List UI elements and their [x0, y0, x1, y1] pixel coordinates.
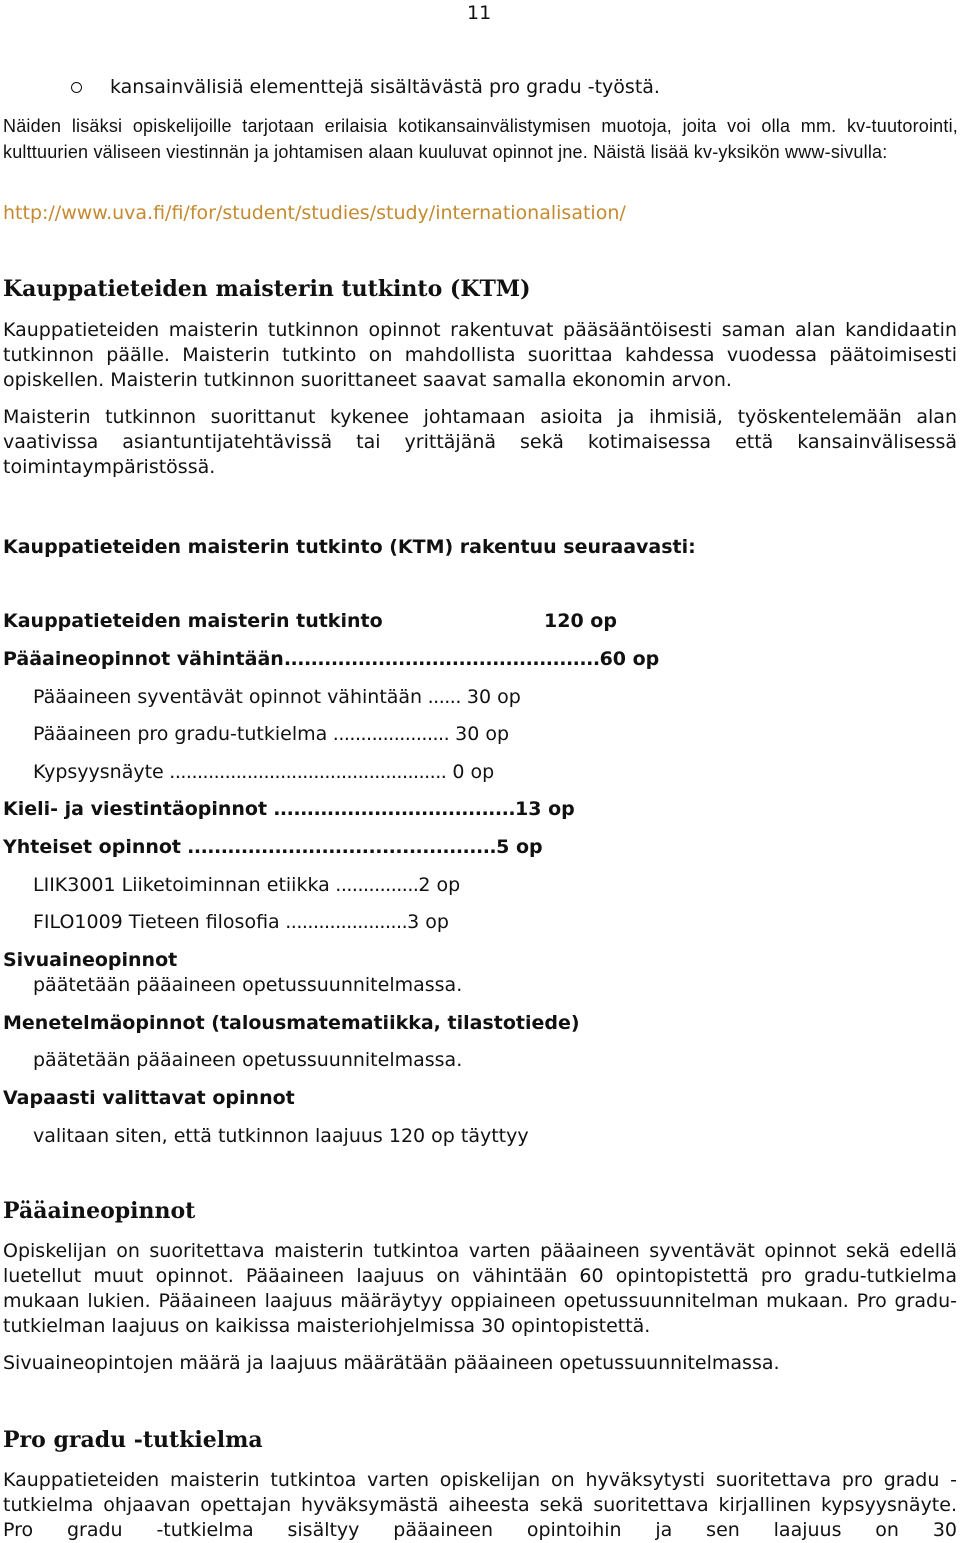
structure-row	[33, 723, 509, 745]
row-dots: ..................................................	[163, 761, 447, 783]
structure-row	[33, 874, 460, 896]
row-value: 0 op	[446, 761, 495, 783]
internationalisation-link[interactable]: http://www.uva.fi/fi/for/student/studies/study/internationalisation/	[3, 202, 626, 224]
page-number: 11	[467, 2, 492, 24]
structure-row	[33, 911, 449, 933]
gradu-paragraph-1: Kauppatieteiden maisterin tutkintoa varten opiskelijan on hyväksytysti suoritettava pro gradu -tutkielma ohjaavan opettajan hyväksymästä aiheesta sekä suoritettava kirjallinen kypsyysnäyte. Pro gradu -tutkielma sisältyy pääaineen opintoihin ja sen laajuus on 30	[3, 1469, 957, 1541]
row-value: 2 op	[418, 874, 461, 896]
row-label: Kieli- ja viestintäopinnot	[3, 798, 268, 820]
row-label: Yhteiset opinnot	[3, 836, 182, 858]
vapaasti-text: valitaan siten, että tutkinnon laajuus 120 op täyttyy	[33, 1125, 529, 1147]
menetelma-text: päätetään pääaineen opetussuunnitelmassa.	[33, 1049, 463, 1071]
row-value: 60 op	[599, 648, 660, 670]
menetelma-label: Menetelmäopinnot (talousmatematiikka, tilastotiede)	[3, 1012, 580, 1034]
sivuaine-label: Sivuaineopinnot	[3, 949, 178, 971]
gradu-heading: Pro gradu -tutkielma	[3, 1427, 263, 1453]
row-dots: ..............................................	[181, 836, 497, 858]
row-dots: ...............	[329, 874, 419, 896]
row-label: FILO1009 Tieteen filosofia	[33, 911, 280, 933]
structure-heading: Kauppatieteiden maisterin tutkinto (KTM) rakentuu seuraavasti:	[3, 536, 696, 558]
row-value: 5 op	[496, 836, 543, 858]
row-dots: ......................	[279, 911, 408, 933]
row-label: Pääaineen pro gradu-tutkielma	[33, 723, 328, 745]
ktm-paragraph-1: Kauppatieteiden maisterin tutkinnon opinnot rakentuvat pääsääntöisesti saman alan kandidaatin tutkinnon päälle. Maisterin tutkinto on mahdollista suorittaa kahdessa vuodessa päätoimisesti opiskellen. Maisterin tutkinnon suorittaneet saavat samalla ekonomin arvon.	[3, 319, 957, 391]
row-dots: ....................................	[267, 798, 516, 820]
structure-row	[33, 761, 494, 783]
row-value: 30 op	[449, 723, 510, 745]
row-label: Kypsyysnäyte	[33, 761, 164, 783]
bullet-item: kansainvälisiä elementtejä sisältävästä pro gradu -työstä.	[110, 76, 660, 98]
degree-total-label: Kauppatieteiden maisterin tutkinto	[3, 610, 383, 632]
row-label: LIIK3001 Liiketoiminnan etiikka	[33, 874, 330, 896]
row-value: 3 op	[407, 911, 449, 933]
paaaine-paragraph-2: Sivuaineopintojen määrä ja laajuus määrätään pääaineen opetussuunnitelmassa.	[3, 1352, 780, 1374]
structure-row	[3, 836, 543, 858]
structure-row	[3, 648, 659, 670]
row-value: 30 op	[460, 686, 521, 708]
bullet-circle-icon	[71, 82, 82, 93]
vapaasti-label: Vapaasti valittavat opinnot	[3, 1087, 295, 1109]
structure-row	[3, 798, 575, 820]
ktm-heading: Kauppatieteiden maisterin tutkinto (KTM)	[3, 276, 531, 302]
ktm-paragraph-2: Maisterin tutkinnon suorittanut kykenee johtamaan asioita ja ihmisiä, työskentelemään alan vaativissa asiantuntijatehtävissä tai yrittäjänä sekä kotimaisessa että kansainvälisessä toimintaympäristössä.	[3, 406, 957, 478]
paaaine-paragraph-1: Opiskelijan on suoritettava maisterin tutkintoa varten pääaineen syventävät opinnot sekä edellä luetellut muut opinnot. Pääaineen laajuus on vähintään 60 opintopistettä pro gradu-tutkielma mukaan lukien. Pääaineen laajuus määräytyy oppiaineen opetussuunnitelman mukaan. Pro gradu-tutkielman laajuus on kaikissa maisteriohjelmissa 30 opintopistettä.	[3, 1240, 957, 1337]
paaaine-heading: Pääaineopinnot	[3, 1198, 196, 1224]
row-label: Pääaineopinnot vähintään	[3, 648, 284, 670]
intro-paragraph: Näiden lisäksi opiskelijoille tarjotaan erilaisia kotikansainvälistymisen muotoja, joita voi olla mm. kv-tuutorointi, kulttuurien väliseen viestinnän ja johtamisen alaan kuuluvat opinnot jne. Näistä lisää kv-yksikön www-sivulla:	[3, 116, 958, 162]
row-value: 13 op	[515, 798, 575, 820]
row-dots: ......	[422, 686, 461, 708]
structure-row	[33, 686, 521, 708]
row-label: Pääaineen syventävät opinnot vähintään	[33, 686, 423, 708]
row-dots: .....................	[327, 723, 450, 745]
degree-total-value: 120 op	[544, 610, 617, 632]
row-dots: ...............................................	[283, 648, 600, 670]
sivuaine-text: päätetään pääaineen opetussuunnitelmassa.	[33, 974, 463, 996]
